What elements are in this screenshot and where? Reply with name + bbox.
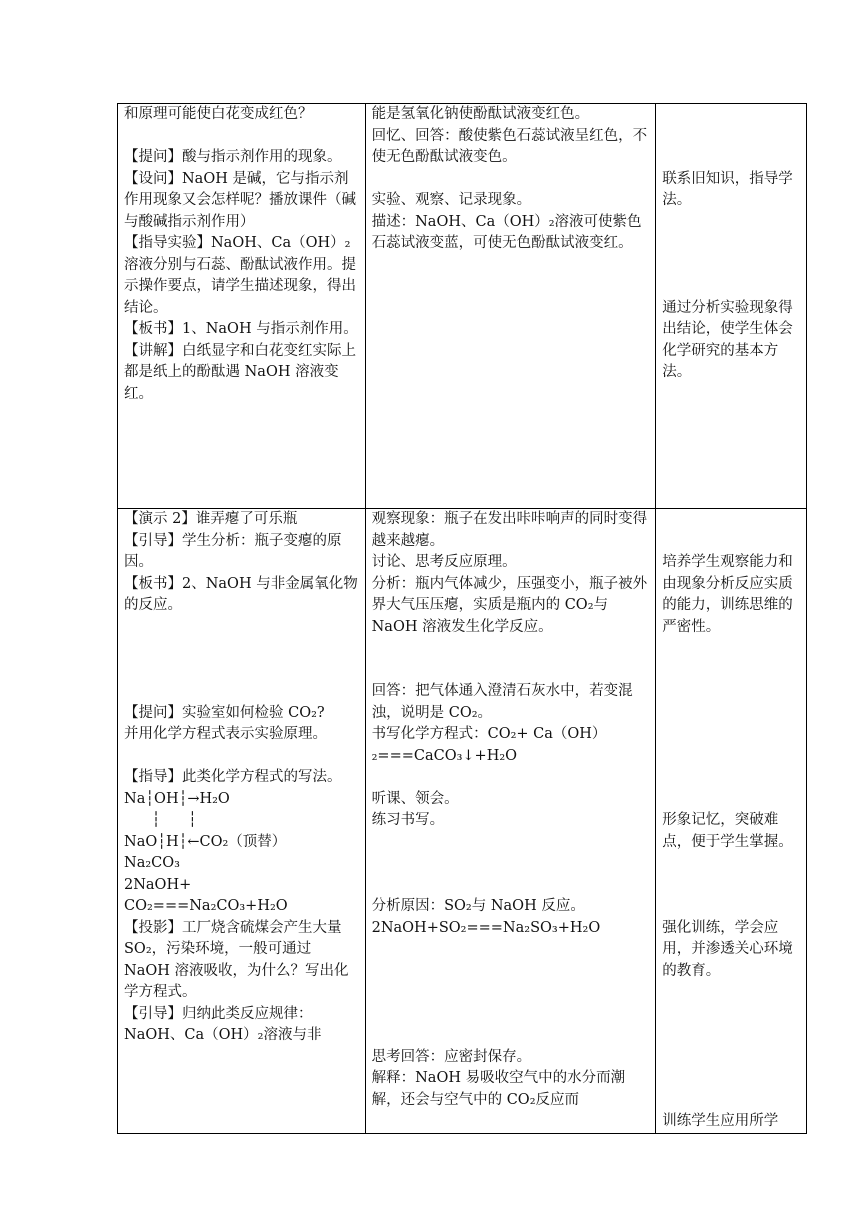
text-paragraph [662,875,800,897]
text-paragraph: 【提问】酸与指示剂作用的现象。 [124,149,342,165]
text-paragraph [662,746,800,768]
text-paragraph: 听课、领会。 [371,790,459,807]
text-paragraph [124,681,359,703]
text-paragraph [662,1068,800,1090]
text-paragraph [372,169,650,191]
text-paragraph [124,638,359,660]
text-paragraph: 讨论、思考反应原理。 [371,554,517,570]
text-paragraph [662,681,800,703]
table-row [118,509,807,1134]
text-paragraph [662,531,800,553]
text-paragraph [662,853,800,875]
lesson-plan-table [117,103,807,1134]
teacher-activity-cell [118,104,366,509]
design-intent-cell [656,104,807,509]
student-activity-cell [365,509,656,1134]
text-paragraph: 【投影】工厂烧含硫煤会产生大量 SO₂，污染环境，一般可通过 NaOH 溶液吸收，为什么？写出化学方程式。 [124,919,349,1000]
text-paragraph [662,212,800,234]
text-paragraph: 训练学生应用所学 [662,1113,779,1129]
text-paragraph: 回忆、回答：酸使紫色石蕊试液呈红色，不使无色酚酞试液变色。 [371,127,648,165]
text-paragraph: 并用化学方程式表示实验原理。 [124,726,327,742]
text-paragraph: 形象记忆，突破难点，便于学生掌握。 [662,812,793,850]
text-paragraph [662,104,800,126]
text-paragraph [372,638,650,660]
text-paragraph [662,724,800,746]
text-paragraph [124,126,359,148]
teacher-activity-cell [118,509,366,1134]
text-paragraph: 【设问】NaOH 是碱，它与指示剂作用现象又会怎样呢？播放课件（碱与酸碱指示剂作用） [124,170,356,230]
text-paragraph [662,233,800,255]
text-paragraph: NaO┆H┆←CO₂（顶替） [124,833,287,850]
text-paragraph: 【指导实验】NaOH、Ca（OH）₂溶液分别与石蕊、酚酞试液作用。提示操作要点，请学生描述现象，得出结论。 [124,235,356,316]
student-activity-cell [365,104,656,509]
text-paragraph: 【引导】归纳此类反应规律：NaOH、Ca（OH）₂溶液与非 [124,1005,322,1043]
text-paragraph: Na┆OH┆→H₂O [124,790,230,807]
text-paragraph: 2NaOH+ CO₂===Na₂CO₃+H₂O [124,876,288,914]
text-paragraph [372,982,650,1004]
text-paragraph: 【指导】此类化学方程式的写法。 [124,769,342,785]
text-paragraph [124,617,359,639]
table-row [118,104,807,509]
text-paragraph [372,875,650,897]
text-paragraph: 思考回答：应密封保存。 [371,1048,532,1065]
text-paragraph [372,1025,650,1047]
text-paragraph [662,1025,800,1047]
text-paragraph [124,660,359,682]
text-paragraph [662,276,800,298]
text-paragraph: 【板书】1、NaOH 与指示剂作用。 [124,321,358,337]
text-paragraph: 和原理可能使白花变成红色？ [124,106,313,122]
text-paragraph: 【引导】学生分析：瓶子变瘪的原因。 [124,532,342,570]
text-paragraph [372,853,650,875]
text-paragraph [662,509,800,531]
text-paragraph: 回答：把气体通入澄清石灰水中，若变混浊，说明是 CO₂。 [371,683,633,721]
text-paragraph [662,767,800,789]
text-paragraph: Na₂CO₃ [124,855,180,871]
text-paragraph: 分析：瓶内气体减少，压强变小，瓶子被外界大气压压瘪，实质是瓶内的 CO₂与 NaOH 溶液发生化学反应。 [371,575,648,635]
text-paragraph [662,982,800,1004]
text-paragraph [662,147,800,169]
text-paragraph: 解释：NaOH 易吸收空气中的水分而潮解，还会与空气中的 CO₂反应而 [371,1070,626,1108]
text-paragraph [662,660,800,682]
text-paragraph [662,789,800,811]
text-paragraph [124,746,359,768]
design-intent-cell [656,509,807,1134]
text-paragraph [372,939,650,961]
text-paragraph: 通过分析实验现象得出结论，使学生体会化学研究的基本方法。 [662,299,793,380]
text-paragraph [662,896,800,918]
text-paragraph [662,1004,800,1026]
text-paragraph: 2NaOH+SO₂===Na₂SO₃+H₂O [371,919,601,936]
text-paragraph [662,638,800,660]
text-paragraph [662,1090,800,1112]
text-paragraph: 书写化学方程式：CO₂+ Ca（OH）₂===CaCO₃↓+H₂O [371,726,607,764]
text-paragraph: 能是氢氧化钠使酚酞试液变红色。 [371,106,590,122]
text-paragraph [662,1047,800,1069]
text-paragraph: 培养学生观察能力和由现象分析反应实质的能力，训练思维的严密性。 [662,554,793,635]
text-paragraph: 【演示 2】谁弄瘪了可乐瓶 [124,511,298,527]
text-paragraph [372,1004,650,1026]
text-paragraph: 实验、观察、记录现象。 [371,192,532,208]
text-paragraph: 【板书】2、NaOH 与非金属氧化物的反应。 [124,575,358,613]
text-paragraph [662,255,800,277]
text-paragraph: ┆ ┆ [124,812,197,828]
text-paragraph: 强化训练，学会应用，并渗透关心环境的教育。 [662,919,793,979]
text-paragraph: 【讲解】白纸显字和白花变红实际上都是纸上的酚酞遇 NaOH 溶液变红。 [124,342,356,402]
text-paragraph: 分析原因：SO₂与 NaOH 反应。 [371,898,585,914]
text-paragraph: 【提问】实验室如何检验 CO₂? [124,704,325,721]
text-paragraph: 练习书写。 [371,812,445,828]
text-paragraph [372,832,650,854]
text-paragraph: 联系旧知识，指导学法。 [662,170,793,208]
text-paragraph [372,660,650,682]
text-paragraph: 描述：NaOH、Ca（OH）₂溶液可使紫色石蕊试液变蓝，可使无色酚酞试液变红。 [371,213,642,251]
text-paragraph [662,703,800,725]
text-paragraph [372,767,650,789]
text-paragraph: 观察现象：瓶子在发出咔咔响声的同时变得越来越瘪。 [371,511,648,549]
text-paragraph [662,126,800,148]
text-paragraph [372,961,650,983]
